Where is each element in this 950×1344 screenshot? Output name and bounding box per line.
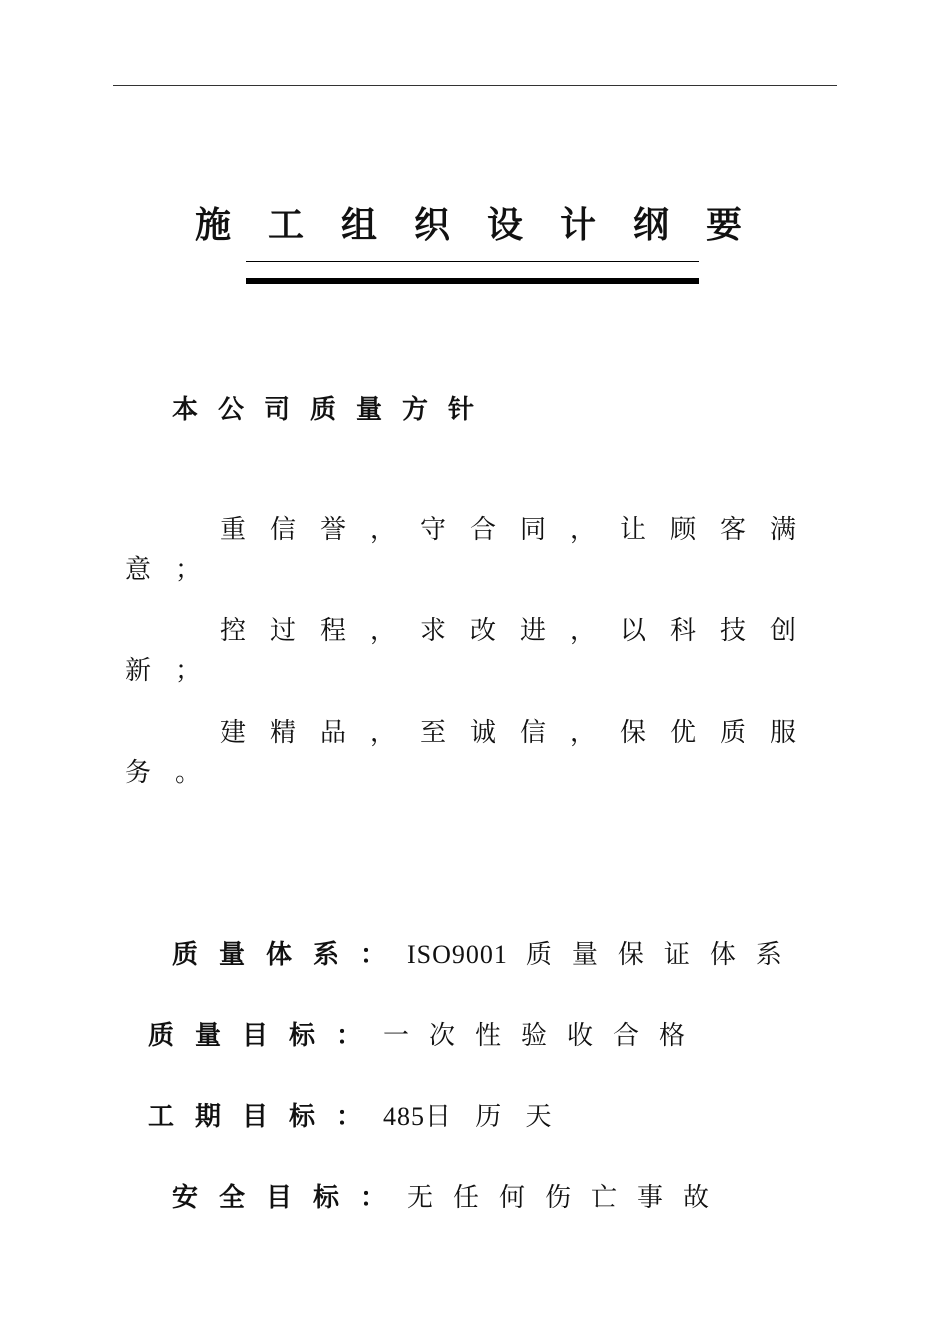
- target-value: 一次性验收合格: [383, 1021, 706, 1051]
- target-label: 安全目标：: [172, 1183, 408, 1213]
- document-title: 施工组织设计纲要: [195, 204, 780, 246]
- target-label: 质量目标：: [148, 1021, 384, 1051]
- title-underline-thin: [246, 261, 699, 262]
- title-underline-thick: [246, 278, 699, 284]
- target-value-prefix: 485: [383, 1102, 426, 1131]
- policy-line-3: 建精品，至诚信，保优质服务。: [125, 718, 821, 788]
- target-row-schedule-goal: [148, 1097, 560, 1140]
- target-label: 质量体系：: [172, 940, 408, 970]
- target-row-quality-system: [172, 935, 802, 978]
- target-label: 工期目标：: [148, 1102, 384, 1132]
- target-value: 质量保证体系: [525, 940, 802, 970]
- target-row-safety-goal: [172, 1178, 729, 1221]
- header-rule: [113, 85, 837, 86]
- target-row-quality-goal: [148, 1016, 705, 1059]
- quality-policy-heading: 本公司质量方针: [172, 395, 495, 425]
- target-value: 日 历 天: [425, 1102, 560, 1132]
- target-value-prefix: ISO9001: [407, 940, 508, 969]
- policy-line-2: 控过程，求改进，以科技创新；: [125, 616, 821, 686]
- policy-line-1: 重信誉，守合同，让顾客满意；: [125, 515, 821, 585]
- target-value: 无任何伤亡事故: [407, 1183, 730, 1213]
